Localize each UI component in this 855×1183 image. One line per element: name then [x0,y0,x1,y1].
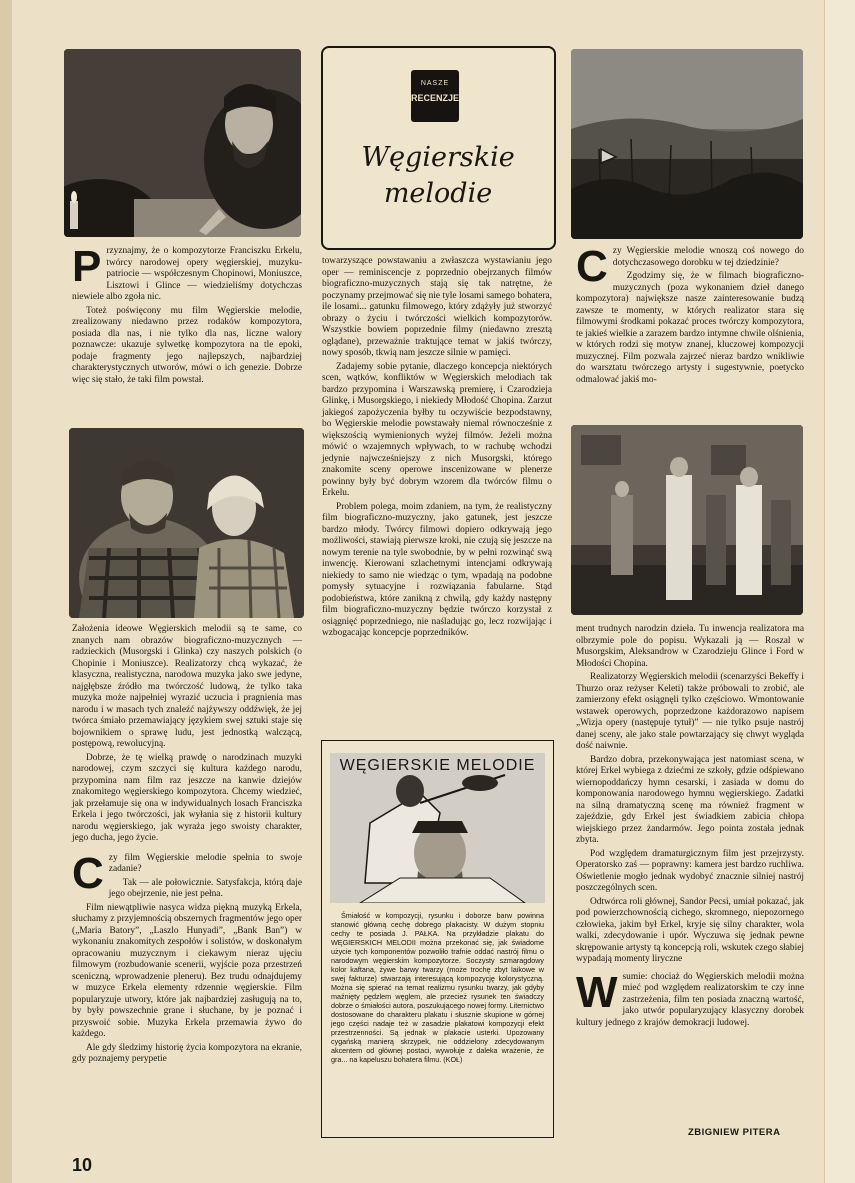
title-box [321,46,556,250]
conclusion-paragraph [576,967,804,1030]
film-poster [330,753,545,903]
drop-cap: C [72,848,104,898]
paragraph: Toteż poświęcony mu film Węgierskie melodie, zrealizowany niedawno przez rodaków kompozytora, posiada dla nas, i nie tylko dla nas, liczne walory poznawcze: ukazuje sylwetkę kompozytora na tle epoki, podaje fragmenty jego najlepszych, najbardziej charakterystycznych utworów, mówi o ich genezie. Dobrze więc się stało, że taki film powstał. [72,305,302,385]
drop-cap: W [576,967,618,1017]
paragraph: Dobrze, że tę wielką prawdę o narodzinach muzyki narodowej, czym szczyci się kultura każdego narodu, przypomina nam film raz jeszcze na kanwie dziejów znakomitego węgierskiego kompozytora. Chcemy wiedzieć, jak przełamuje się ona w indywidualnych losach Franciszka Erkela i jego twórczości, jak wyłania się z historii kultury narodu węgierskiego, jak wyraża jego swoisty charakter, jego ducha, jego życie. [72,752,302,843]
author-signature: ZBIGNIEW PITERA [688,1127,781,1138]
column-left-lower [72,624,302,1068]
paragraph: Ale gdy śledzimy historię życia kompozytora na ekranie, gdy poznajemy perypetie [72,1042,302,1064]
text-segment: sumie: chociaż do Węgierskich melodii można mieć pod względem realizatorskim te czy inne zastrzeżenia, film ten posiada znaczną wartość, jako utwór popularyzujący klasyczny dorobek kultury jednego z krajów demokracji ludowej. [576,971,804,1028]
paragraph: ment trudnych narodzin dzieła. Tu inwencja realizatora ma olbrzymie pole do popisu. Wykazali ją — Roszal w Musorgskim, Aleksandrow w Czarodzieju Glince i Ford w Młodości Chopina. [576,624,804,669]
page-number: 10 [72,1155,93,1175]
caption-text: Śmiałość w kompozycji, rysunku i doborze barw powinna stanowić główną cechę dobrego plakacisty. W dużym stopniu cechy te posiada J. PAŁKA. Na przykładzie plakatu do WĘGIERSKICH MELODII można przekonać się, jak świadome użycie tych komponentów pozwoliło trafnie oddać nastrój filmu o narodowym węgierskim kompozytorze. Soczysty szmaragdowy kolor kaftana, żywe barwy twarzy (może trochę zbyt laikowe w swej fakturze) stwarzają interesującą kompozycję kolorystyczną. Można się spierać na temat realizmu rysunku twarzy, jak gdyby maźnięty pędzlem węglem, ale przecież rysunek ten świadczy dobrze o śmiałości autora, poszukującego nowej formy. Liternictwo dostosowane do charakteru plakatu i słusznie skupione w górnej jego części nadaje też w zasadzie plakatowi kompozycji efekt przestrzenności. Są jednak w plakacie usterki. Upozowany cygańską manierą skrzypek, nie oddzielony zdecydowanym akcentem od głównej postaci, wywołuje z daleka wrażenie, że gra... na kapeluszu bohatera filmu. (KOŁ) [331,911,544,1064]
paragraph: Bardzo dobra, przekonywająca jest natomiast scena, w której Erkel wybiega z dziećmi ze szkoły, gdzie odśpiewano wiernopoddańczy hymn cesarski, i zasiada w domu do komponowania narodowego hymnu węgierskiego. Zadatki na silną dramatyczną scenę ma również fragment w zajeździe, gdy Erkel jest świadkiem zabicia chłopa wiejskiego przez żandarmów. Jego pointa została jednak zbyta. [576,754,804,845]
column-right-top [576,242,804,388]
paragraph: Zadajemy sobie pytanie, dlaczego koncepcja niektórych scen, wątków, konfliktów w Węgierskich melodiach tak bardzo przypomina i Warszawską premierę, i Czarodzieja Glinkę, i Musorgskiego, i niekiedy Młodość Chopina. Zarzut jakiegoś zapożyczenia byłby tu oczywiście bezpodstawny, bo Węgierskie melodie powstawały niemal równocześnie z większością wymienionych wyżej filmów. Jeżeli można mówić o wzajemnych wpływach, to w rachubę wchodzi jedynie najwcześniejszy z nich Musorgski, którego znakomite sceny operowe inscenizowane w plenerze powinny były być dobrym wzorem dla twórców filmu o Erkelu. [322,361,552,498]
photo-couple [69,428,304,618]
review-badge [411,70,459,122]
paragraph: Odtwórca roli głównej, Sandor Pecsi, umiał pokazać, jak pod powierzchownością cichego, skromnego, niepozornego człowieka, jakim był Erkel, kryje się silny charakter, wola walki, zdecydowanie i upór. Wyczuwa się jednak pewne skrępowanie artysty tą koncepcją roli, wskutek czego słabiej wypadają momenty liryczne [576,896,804,964]
paragraph: Pod względem dramaturgicznym film jest przejrzysty. Operatorsko zaś — poprawny: kamera jest bardzo ruchliwa. Oświetlenie mogło jednak wydobyć znacznie silniej nastrój poszczególnych scen. [576,848,804,893]
paragraph: Problem polega, moim zdaniem, na tym, że realistyczny film biograficzno-muzyczny, jako gatunek, jest jeszcze bardzo młody. Twórcy filmowi dopiero odkrywają jego możliwości, stawiają pierwsze kroki, nie czują się jeszcze na nowym terenie na tyle swobodnie, by w pełni rozwinąć swą inwencję. Kierowani szlachetnymi intencjami odkrywają niekiedy to samo nie wiedząc o tym, wpadają na podobne pomysły sytuacyjne i rozwiązania fabularne. Stąd podobieństwa, które zanikną z chwilą, gdy każdy następny film biograficzno-muzyczny będzie twórczo korzystał z osiągnięć poprzedniego, nie naśladując go, lecz rozwijając i wzbogacając koncepcje poprzedników. [322,501,552,638]
question-paragraph [576,242,804,291]
poster-box [321,740,554,1138]
photo-composer-writing [64,49,301,237]
paragraph: Film niewątpliwie nasyca widza piękną muzyką Erkela, słuchamy z przyjemnością obszernych fragmentów jego oper („Maria Batory”, „Laszlo Hunyadi”, „Bank Ban”) w wykonaniu znakomitych zespołów i solistów, w doskonałym opracowaniu muzycznym i ciekawym nieraz ujęciu filmowym (rozbudowanie scenerii, wyjście poza przestrzeń sceniczną, wprowadzenie pleneru). Bez trudu odnajdujemy w muzyce Erkela elementy rdzennie węgierskie. Film popularyzuje utwory, które jak najbardziej zasługują na to, by były powszechnie grane i słuchane, by je poznać i przyswoić sobie. Muzyka Erkela przemawia żywo do każdego. [72,902,302,1039]
badge-top: NASZE [420,80,450,87]
page-edge-left [0,0,12,1183]
text-segment: zy Węgierskie melodie wnoszą coś nowego do dotychczasowego dorobku w tej dziedzinie? [612,246,804,268]
article-title: Węgierskie melodie [361,142,515,209]
drop-cap: P [72,242,102,291]
paragraph: Zgodzimy się, że w filmach biograficzno-muzycznych (poza wykonaniem dzieł danego kompozytora) największe nasze zainteresowanie budzą zawsze te momenty, w których realizator stara się filmowymi środkami pokazać proces twórczy kompozytora, te jakieś wielkie a zarazem bardzo intymne chwile olśnienia, w których rodzi się motyw znanej, kluczowej kompozycji muzycznej. Film pozwala zajrzeć nieraz bardzo wnikliwie do warsztatu twórczego artysty i sugestywnie, poetycko odmalować jakiś mo- [576,271,804,385]
drop-cap: C [576,242,608,291]
badge-label: RECENZJE [411,93,460,103]
paragraph: Założenia ideowe Węgierskich melodii są te same, co znanych nam obrazów biograficzno-muzycznych — radzieckich (Musorgski i Glinka) czy naszych polskich (o Chopinie i Moniuszce). Realizatorzy chcą wykazać, że klasyczna, realistyczna, narodowa muzyka jako swe jedyne, najgłębsze źródło ma twórczość ludową, że tylko taka muzyka może najpełniej wyrazić uczucia i pragnienia mas narodu i w masach tych znaleźć najżywszy oddźwięk, że jej twórca śmiało przemawiający językiem swej sztuki staje się bojownikiem o sprawę ludu, jest jednostką walczącą, postępową, rewolucyjną. [72,624,302,749]
poster-caption [331,911,544,1064]
text-segment: zy film Węgierskie melodie spełnia to swoje zadanie? [108,852,302,874]
poster-title: WĘGIERSKIE MELODIE [339,757,536,774]
paragraph: Tak — ale połowicznie. Satysfakcja, którą daje jego obejrzenie, nie jest pełna. [108,877,302,899]
photo-uniformed-men [571,425,803,615]
photo-battle-scene [571,49,803,239]
column-right-bottom [576,624,804,1031]
paragraph: Realizatorzy Węgierskich melodii (scenarzyści Bekeffy i Thurzo oraz reżyser Keleti) także próbowali to zrobić, ale zamierzony efekt osiągnęli tylko częściowo. Wmontowanie wstawek operowych, poprzedzone każdorazowo napisem „Wizja opery (następuje tytuł)” — nie tylko psuje nastrój danej sceny, ale jako stale powtarzający się chwyt wygląda dość naiwnie. [576,672,804,751]
column-middle [322,256,552,642]
text-segment: rzyznajmy, że o kompozytorze Franciszku Erkelu, twórcy narodowej opery węgierskiej, muzyku-patriocie — współczesnym Chopinowi, Moniuszce, Lisztowi i Glince — wiedzieliśmy dotychczas niewiele albo zgoła nic. [72,246,302,302]
page-edge-right [824,0,855,1183]
paragraph: towarzyszące powstawaniu a zwłaszcza wystawianiu jego oper — reminiscencje z poprzednio obejrzanych filmów biograficzno-muzycznych stają się tak natrętne, że poczynamy przejmować się nie tyle losami samego bohatera, ile losami... gatunku filmowego, który zdążyły już stworzyć obrazy o życiu i twórczości wielkich kompozytorów. Wszystkie bowiem poprzednie filmy (niedawno zresztą oglądane), przeważnie traktujące temat w jakiś twórczy, nowy sposób, tkwią nam jeszcze silnie w pamięci. [322,256,552,358]
intro-paragraph [72,242,302,304]
column-left [72,242,302,388]
